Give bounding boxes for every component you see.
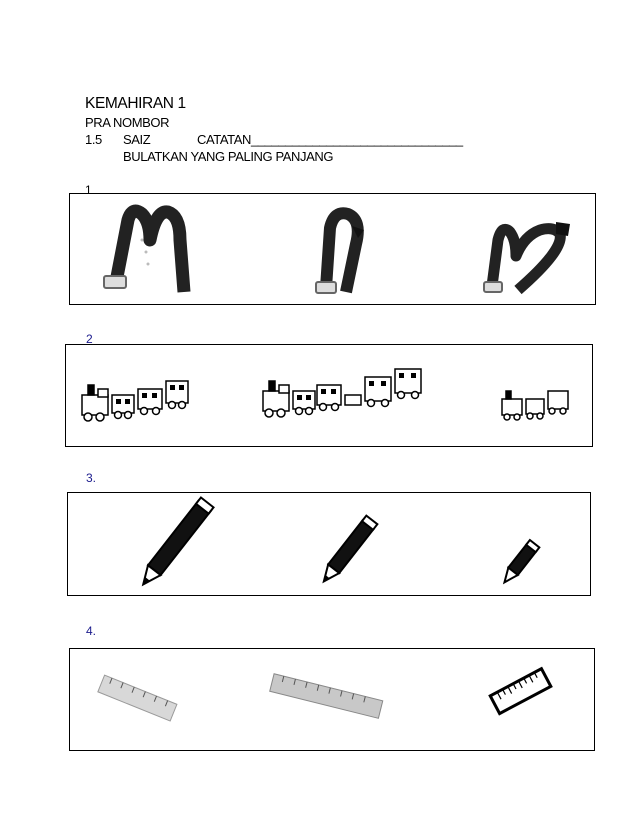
note-field: CATATAN_______________________________	[197, 132, 463, 147]
train-medium-image[interactable]	[80, 375, 192, 425]
question-3-box	[67, 492, 591, 596]
pencil-medium-image[interactable]	[316, 515, 376, 591]
section-topic: SAIZ	[123, 132, 151, 147]
pencil-long-image[interactable]	[136, 497, 212, 593]
instruction-text: BULATKAN YANG PALING PANJANG	[123, 149, 334, 164]
worksheet-title: KEMAHIRAN 1	[85, 95, 186, 112]
section-number: 1.5	[85, 132, 102, 147]
ruler-small-image[interactable]	[488, 667, 554, 717]
ruler-short-image[interactable]	[96, 675, 178, 723]
question-4-box	[69, 648, 595, 751]
belt-long-image[interactable]	[98, 200, 198, 300]
pencil-short-image[interactable]	[496, 539, 540, 591]
question-1-label: 1	[85, 183, 92, 197]
train-short-image[interactable]	[500, 387, 572, 421]
question-2-label: 2	[86, 332, 93, 346]
belt-short-image[interactable]	[480, 210, 576, 300]
question-2-box	[65, 344, 593, 447]
belt-medium-image[interactable]	[312, 204, 372, 300]
question-1-box	[69, 193, 596, 305]
question-4-label: 4.	[86, 624, 97, 638]
worksheet-subtitle: PRA NOMBOR	[85, 115, 170, 130]
train-long-image[interactable]	[261, 361, 426, 421]
question-3-label: 3.	[86, 471, 97, 485]
ruler-long-image[interactable]	[268, 671, 384, 723]
